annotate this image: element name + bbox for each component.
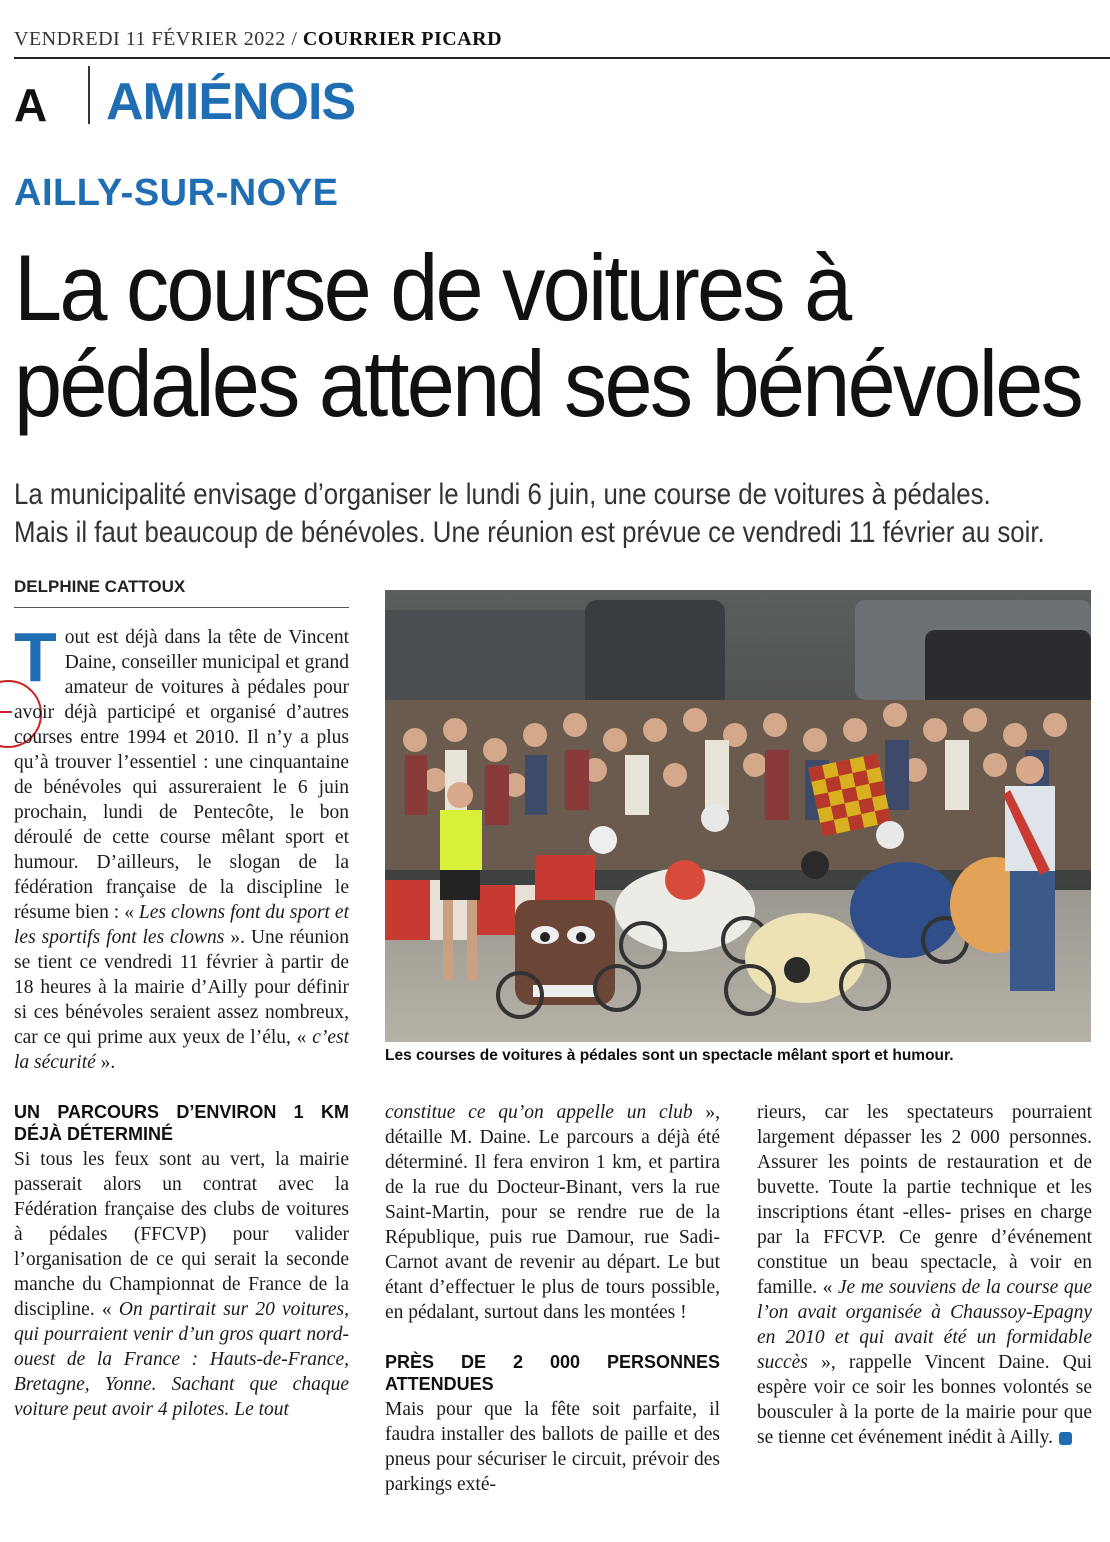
paragraph-2: Si tous les feux sont au vert, la mairie passerait alors un contrat avec la Fédération française des clubs de voitures à pédales (FFCVP) pour valider l’organisation de ce qui serait la seconde manche du Championnat de France de la discipline. « On partirait sur 20 voitures, qui pourraient venir d’un gros quart nord-ouest de la France : Hauts-de-France, Bretagne, Yonne. Sachant que chaque voiture peut avoir 4 pilotes. Le tout: [14, 1149, 349, 1420]
article-headline: [14, 235, 1082, 436]
section-name: AMIÉNOIS: [106, 73, 356, 131]
header-date: VENDREDI 11 FÉVRIER 2022: [14, 28, 286, 50]
paragraph-1: Tout est déjà dans la tête de Vincent Daine, conseiller municipal et grand amateur de voitures à pédales pour avoir déjà participé et organisé d’autres courses entre 1994 et 2010. Il n’y a plus qu’à trouver l’essentiel : une cinquantaine de bénévoles qui assureraient le 6 juin prochain, lundi de Pentecôte, le bon déroulé de cette course mêlant sport et humour. D’ailleurs, le slogan de la fédération française de la discipline le résume bien : « Les clowns font du sport et les sportifs font les clowns ». Une réunion se tient ce vendredi 11 février à partir de 18 heures à la mairie d’Ailly pour définir si ces bénévoles seraient assez nombreux, car ce qui prime aux yeux de l’élu, « c’est la sécurité ».: [14, 618, 349, 1073]
header-paper-name: COURRIER PICARD: [302, 28, 503, 50]
paragraph-3: Mais pour que la fête soit parfaite, il faudra installer des ballots de paille et des pneus pour sécuriser le circuit, prévoir des parkings exté-: [385, 1399, 720, 1495]
header-rule: [14, 57, 1110, 59]
header-separator: /: [291, 28, 298, 50]
locality-label: AILLY-SUR-NOYE: [14, 172, 339, 214]
col2-quote: constitue ce qu’on appelle un club: [385, 1102, 693, 1123]
dropcap: T: [14, 618, 57, 696]
photo-caption: Les courses de voitures à pédales sont un spectacle mêlant sport et humour.: [385, 1047, 954, 1064]
body-column-3: [757, 1100, 1092, 1450]
section-letter: A: [14, 79, 48, 131]
paragraph-2-continued: constitue ce qu’on appelle un club », détaille M. Daine. Le parcours a déjà été déterminé. Il fera environ 1 km, et partira de la rue du Docteur-Binant, vers la rue Saint-Martin, pour se rendre rue de la République, puis rue Damour, rue Sadi-Carnot avant de revenir au départ. Le but étant d’effectuer le plus de tours possible, en pédalant, surtout dans les montées !: [385, 1102, 720, 1323]
subhead-attendance: PRÈS DE 2 000 PERSONNES ATTENDUES: [385, 1352, 720, 1394]
body-column-1: [14, 618, 349, 1422]
body-column-2: [385, 1100, 720, 1497]
article-photo: [385, 590, 1091, 1042]
paragraph-3-continued: rieurs, car les spectateurs pourraient largement dépasser les 2 000 personnes. Assurer les points de restauration et de buvette. Toute la partie technique et les inscriptions étant -elles- prises en charge par la FFCVP. Ce genre d’événement constitue un beau spectacle, à voir en famille. « Je me souviens de la course que l’on avait organisée à Chaussoy-Epagny en 2010 et qui avait été un formidable succès », rappelle Vincent Daine. Qui espère voir ce soir les bonnes volontés se bousculer à la porte de la mairie pour que se tienne cet événement inédit à Ailly.: [757, 1102, 1092, 1448]
subhead-parcours: UN PARCOURS D’ENVIRON 1 KM DÉJÀ DÉTERMINÉ: [14, 1102, 349, 1144]
end-of-article-mark: [1059, 1432, 1072, 1445]
byline-rule: [14, 607, 349, 608]
margin-tick-mark: [0, 711, 12, 713]
headline-line-1: La course de voitures à: [14, 235, 850, 340]
byline: DELPHINE CATTOUX: [14, 577, 186, 596]
lead-line-1: La municipalité envisage d’organiser le lundi 6 juin, une course de voitures à pédales.: [14, 478, 991, 511]
photo-pedal-car-race: [385, 590, 1091, 1042]
headline-line-2: pédales attend ses bénévoles: [14, 331, 1082, 436]
page-header: [14, 28, 502, 51]
section-separator: [88, 66, 90, 124]
article-lead: [14, 476, 1045, 552]
lead-line-2: Mais il faut beaucoup de bénévoles. Une réunion est prévue ce vendredi 11 février au soir.: [14, 516, 1045, 549]
